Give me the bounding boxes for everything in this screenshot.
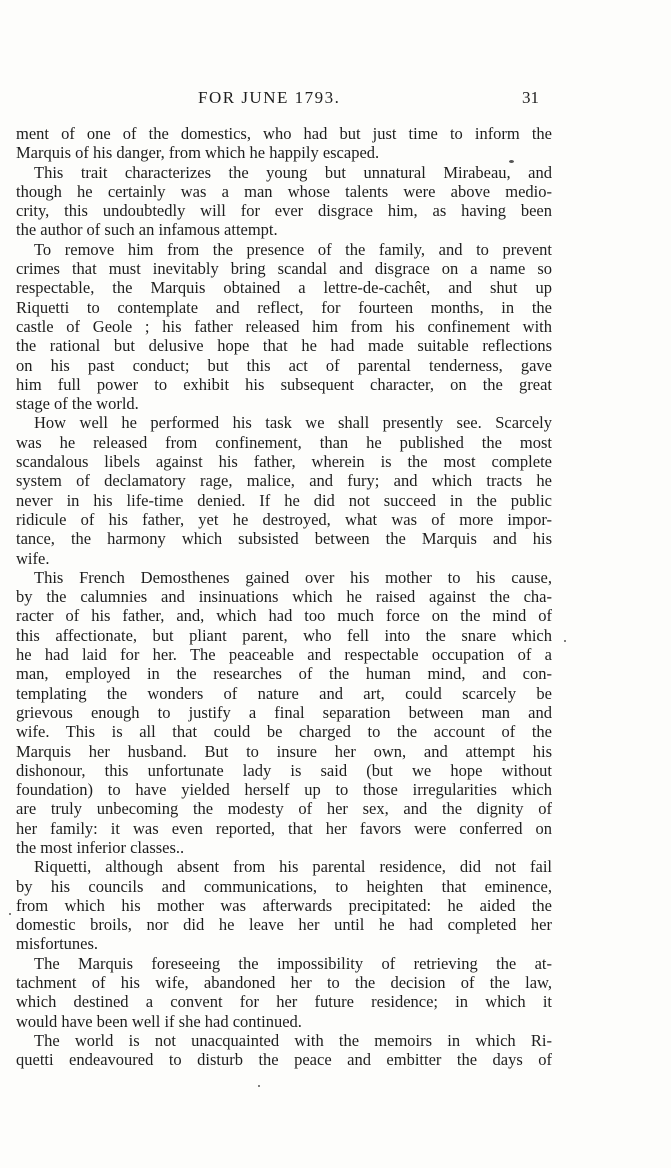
text-line: man, employed in the researches of the human mind, and con- xyxy=(16,664,552,684)
text-line: ment of one of the domestics, who had but just time to inform the xyxy=(16,124,552,143)
page-number: 31 xyxy=(522,88,539,107)
text-line: which destined a convent for her future residence; in which it xyxy=(16,992,552,1012)
text-line: from which his mother was afterwards precipitated: he aided the xyxy=(16,895,552,915)
text-line: by the calumnies and insinuations which he raised against the cha- xyxy=(16,587,552,607)
text-line: The world is not unacquainted with the memoirs in which Ri- xyxy=(34,1030,552,1050)
text-line: wife. xyxy=(16,548,50,568)
text-line: respectable, the Marquis obtained a lettre-de-cachêt, and shut up xyxy=(16,278,552,298)
text-line: How well he performed his task we shall presently see. Scarcely xyxy=(34,413,552,433)
body-text xyxy=(16,124,552,1070)
ink-speck xyxy=(258,1085,260,1087)
text-line: by his councils and communications, to heighten that eminence, xyxy=(16,876,552,896)
text-line: tance, the harmony which subsisted between the Marquis and his xyxy=(16,529,552,549)
text-line: Riquetti, although absent from his parental residence, did not fail xyxy=(34,857,552,877)
text-line: would have been well if she had continued. xyxy=(16,1011,302,1031)
text-line: The Marquis foreseeing the impossibility of retrieving the at- xyxy=(34,953,552,973)
text-line: scandalous libels against his father, wherein is the most complete xyxy=(16,452,552,472)
text-line: grievous enough to justify a final separation between man and xyxy=(16,702,552,722)
text-line: wife. This is all that could be charged to the account of the xyxy=(16,722,552,742)
text-line: misfortunes. xyxy=(16,934,99,954)
text-line: Marquis of his danger, from which he happily escaped. xyxy=(16,143,380,163)
text-line: This trait characterizes the young but unnatural Mirabeau, and xyxy=(34,162,552,182)
text-line: stage of the world. xyxy=(16,394,139,414)
text-line: the most inferior classes.. xyxy=(16,837,185,857)
text-line: her family: it was even reported, that her favors were conferred on xyxy=(16,818,552,838)
text-line: was he released from confinement, than he published the most xyxy=(16,432,552,452)
text-line: racter of his father, and, which had too much force on the mind of xyxy=(16,606,552,626)
text-line: crimes that must inevitably bring scandal and disgrace on a name so xyxy=(16,259,552,279)
text-line: foundation) to have yielded herself up to those irregularities which xyxy=(16,780,552,800)
text-line: tachment of his wife, abandoned her to the decision of the law, xyxy=(16,973,552,993)
text-line: are truly unbecoming the modesty of her sex, and the dignity of xyxy=(16,799,552,819)
text-line: crity, this undoubtedly will for ever disgrace him, as having been xyxy=(16,201,552,221)
text-line: dishonour, this unfortunate lady is said (but we hope without xyxy=(16,760,552,780)
text-line: domestic broils, nor did he leave her until he had completed her xyxy=(16,915,552,935)
text-line: him full power to exhibit his subsequent character, on the great xyxy=(16,374,552,394)
text-line: this affectionate, but pliant parent, who fell into the snare which xyxy=(16,625,552,645)
text-line: Marquis her husband. But to insure her own, and attempt his xyxy=(16,741,552,761)
text-line: on his past conduct; but this act of parental tenderness, gave xyxy=(16,355,552,375)
text-line: never in his life-time denied. If he did not succeed in the public xyxy=(16,490,552,510)
text-line: quetti endeavoured to disturb the peace and embitter the days of xyxy=(16,1050,552,1070)
text-line: templating the wonders of nature and art, could scarcely be xyxy=(16,683,552,703)
text-line: he had laid for her. The peaceable and respectable occupation of a xyxy=(16,645,552,665)
text-line: This French Demosthenes gained over his mother to his cause, xyxy=(34,567,552,587)
text-line: castle of Geole ; his father released him from his confinement with xyxy=(16,316,552,336)
text-line: the rational but delusive hope that he had made suitable reflections xyxy=(16,336,552,356)
ink-speck xyxy=(509,160,514,163)
text-line: system of declamatory rage, malice, and fury; and which tracts he xyxy=(16,471,552,491)
ink-speck xyxy=(9,913,11,915)
page-header xyxy=(0,88,671,112)
text-line: To remove him from the presence of the family, and to prevent xyxy=(34,239,552,259)
running-head: FOR JUNE 1793. xyxy=(198,88,341,107)
text-line: Riquetti to contemplate and reflect, for fourteen months, in the xyxy=(16,297,552,317)
text-line: ridicule of his father, yet he destroyed, what was of more impor- xyxy=(16,509,552,529)
ink-speck xyxy=(564,640,566,642)
text-line: though he certainly was a man whose talents were above medio- xyxy=(16,181,552,201)
text-line: the author of such an infamous attempt. xyxy=(16,220,278,240)
